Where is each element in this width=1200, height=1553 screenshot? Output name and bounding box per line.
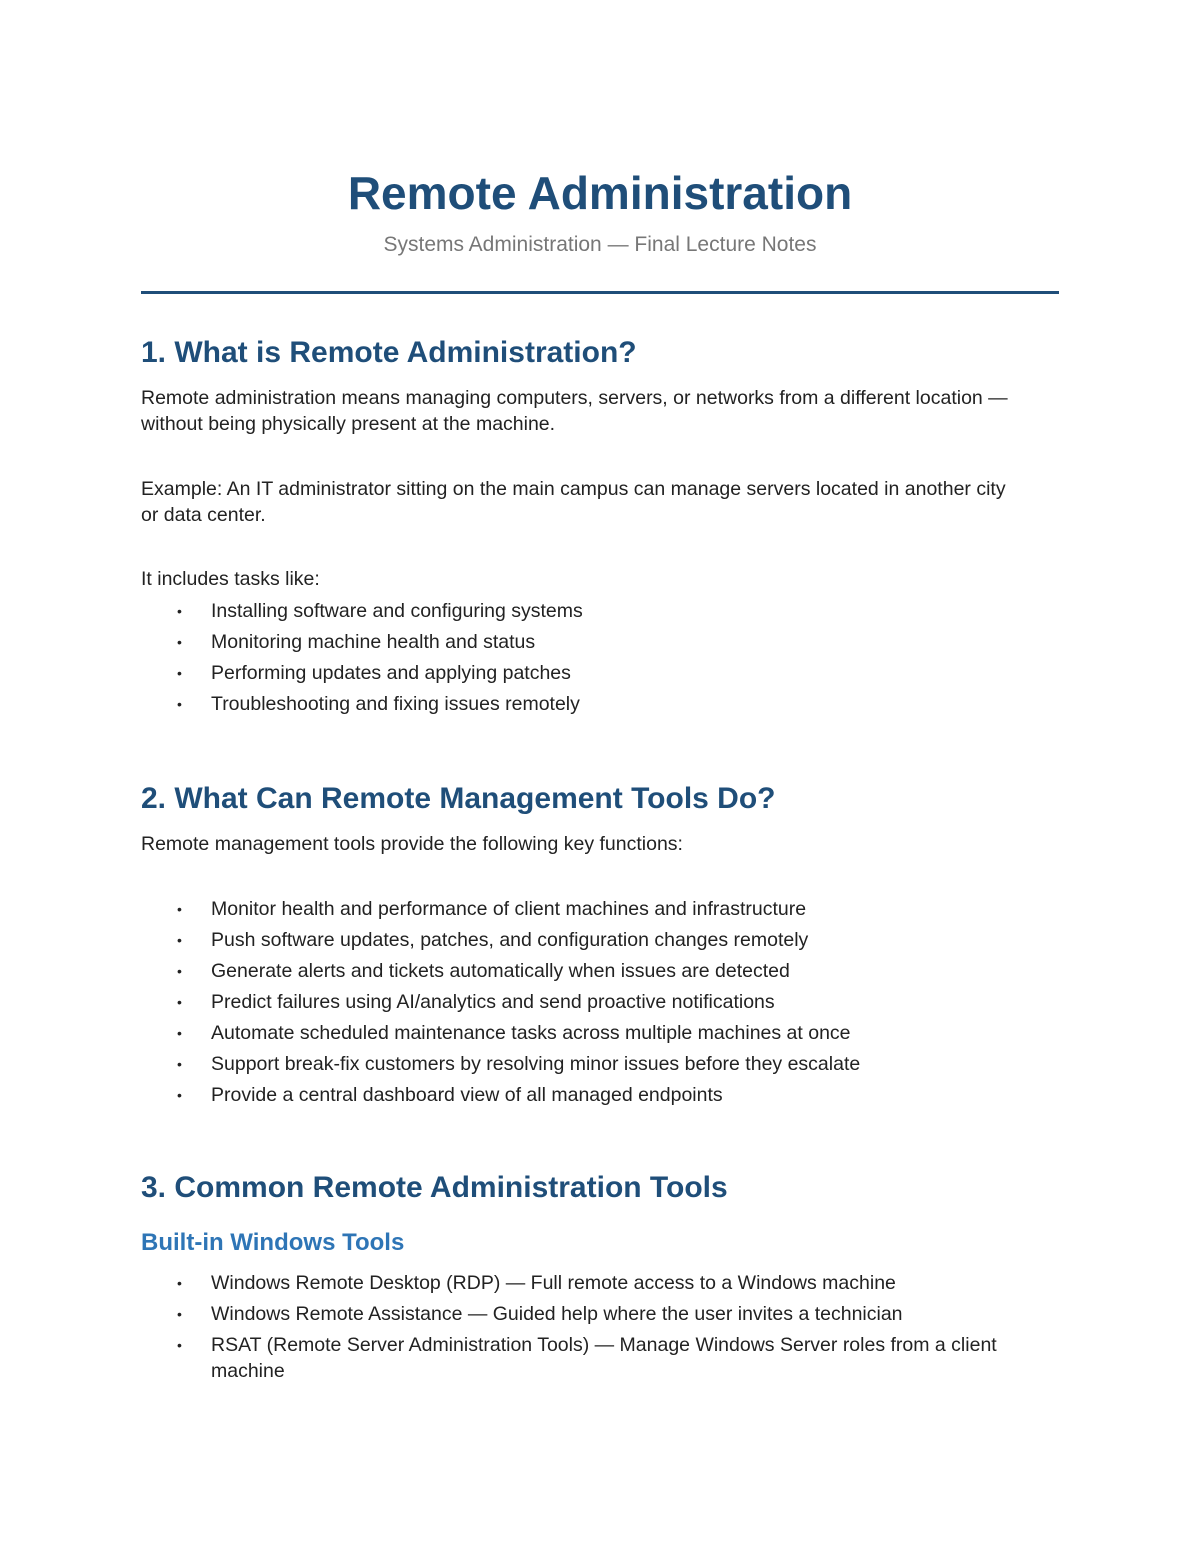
section-3-subsection: [141, 1227, 1041, 1259]
list-item-text: Predict failures using AI/analytics and send proactive notifications: [211, 991, 775, 1013]
bullet-list: [141, 1270, 1061, 1384]
paragraph: It includes tasks like:: [141, 568, 320, 590]
list-item-text: Push software updates, patches, and configuration changes remotely: [211, 929, 809, 951]
section-1: [141, 333, 1041, 373]
bullet-icon: •: [177, 1087, 182, 1103]
bullet-icon: •: [177, 1056, 182, 1072]
list-item-text: Performing updates and applying patches: [211, 662, 571, 684]
list-item-text: Windows Remote Desktop (RDP) — Full remote access to a Windows machine: [211, 1272, 896, 1294]
bullet-icon: •: [177, 994, 182, 1010]
list-item: [141, 660, 1041, 686]
bullet-icon: •: [177, 603, 182, 619]
list-item-text: Generate alerts and tickets automatically when issues are detected: [211, 960, 790, 982]
list-item-text: Automate scheduled maintenance tasks across multiple machines at once: [211, 1022, 851, 1044]
list-item: [141, 691, 1041, 717]
list-item: [141, 598, 1041, 624]
list-item-text: RSAT (Remote Server Administration Tools) — Manage Windows Server roles from a client machine: [211, 1334, 997, 1382]
page-title: Remote Administration: [347, 167, 853, 219]
bullet-icon: •: [177, 1337, 182, 1353]
section-3-tool-list: [141, 1270, 1061, 1384]
list-item: [141, 1082, 1041, 1108]
list-item-text: Support break-fix customers by resolving minor issues before they escalate: [211, 1053, 861, 1075]
section-heading: 2. What Can Remote Management Tools Do?: [141, 782, 776, 815]
section-1-intro: [141, 566, 1041, 592]
bullet-list: [141, 896, 1041, 1108]
list-item: [141, 989, 1041, 1015]
list-item-text: Windows Remote Assistance — Guided help where the user invites a technician: [211, 1303, 903, 1325]
title-divider: [141, 291, 1059, 294]
page-subtitle: Systems Administration — Final Lecture Notes: [383, 233, 817, 256]
list-item-text: Provide a central dashboard view of all managed endpoints: [211, 1084, 723, 1106]
section-heading: 1. What is Remote Administration?: [141, 336, 637, 369]
section-2-function-list: [141, 896, 1041, 1108]
bullet-icon: •: [177, 696, 182, 712]
section-2-intro: [141, 831, 1041, 857]
list-item-text: Monitor health and performance of client machines and infrastructure: [211, 898, 807, 920]
bullet-icon: •: [177, 1275, 182, 1291]
list-item-text: Installing software and configuring systems: [211, 600, 583, 622]
list-item: [141, 1051, 1041, 1077]
paragraph: Example: An IT administrator sitting on the main campus can manage servers located in another city or data center.: [141, 478, 1006, 526]
bullet-list: [141, 598, 1041, 717]
list-item: [141, 1301, 1061, 1327]
bullet-icon: •: [177, 634, 182, 650]
bullet-icon: •: [177, 1025, 182, 1041]
list-item: [141, 927, 1041, 953]
list-item: [141, 896, 1041, 922]
section-1-definition: [141, 385, 1021, 437]
list-item: [141, 958, 1041, 984]
section-heading: 3. Common Remote Administration Tools: [141, 1171, 728, 1204]
list-item: [141, 1270, 1061, 1296]
bullet-icon: •: [177, 665, 182, 681]
list-item: [141, 629, 1041, 655]
section-2: [141, 779, 1041, 819]
bullet-icon: •: [177, 963, 182, 979]
bullet-icon: •: [177, 1306, 182, 1322]
list-item: [141, 1332, 1061, 1384]
section-1-example: [141, 476, 1021, 528]
list-item-text: Monitoring machine health and status: [211, 631, 536, 653]
subsection-heading: Built-in Windows Tools: [141, 1229, 405, 1256]
list-item-text: Troubleshooting and fixing issues remotely: [211, 693, 580, 715]
section-3: [141, 1168, 1041, 1208]
paragraph: Remote administration means managing computers, servers, or networks from a different location — without being physically present at the machine.: [141, 387, 1008, 435]
bullet-icon: •: [177, 901, 182, 917]
section-1-task-list: [141, 598, 1041, 717]
list-item: [141, 1020, 1041, 1046]
paragraph: Remote management tools provide the following key functions:: [141, 833, 683, 855]
bullet-icon: •: [177, 932, 182, 948]
